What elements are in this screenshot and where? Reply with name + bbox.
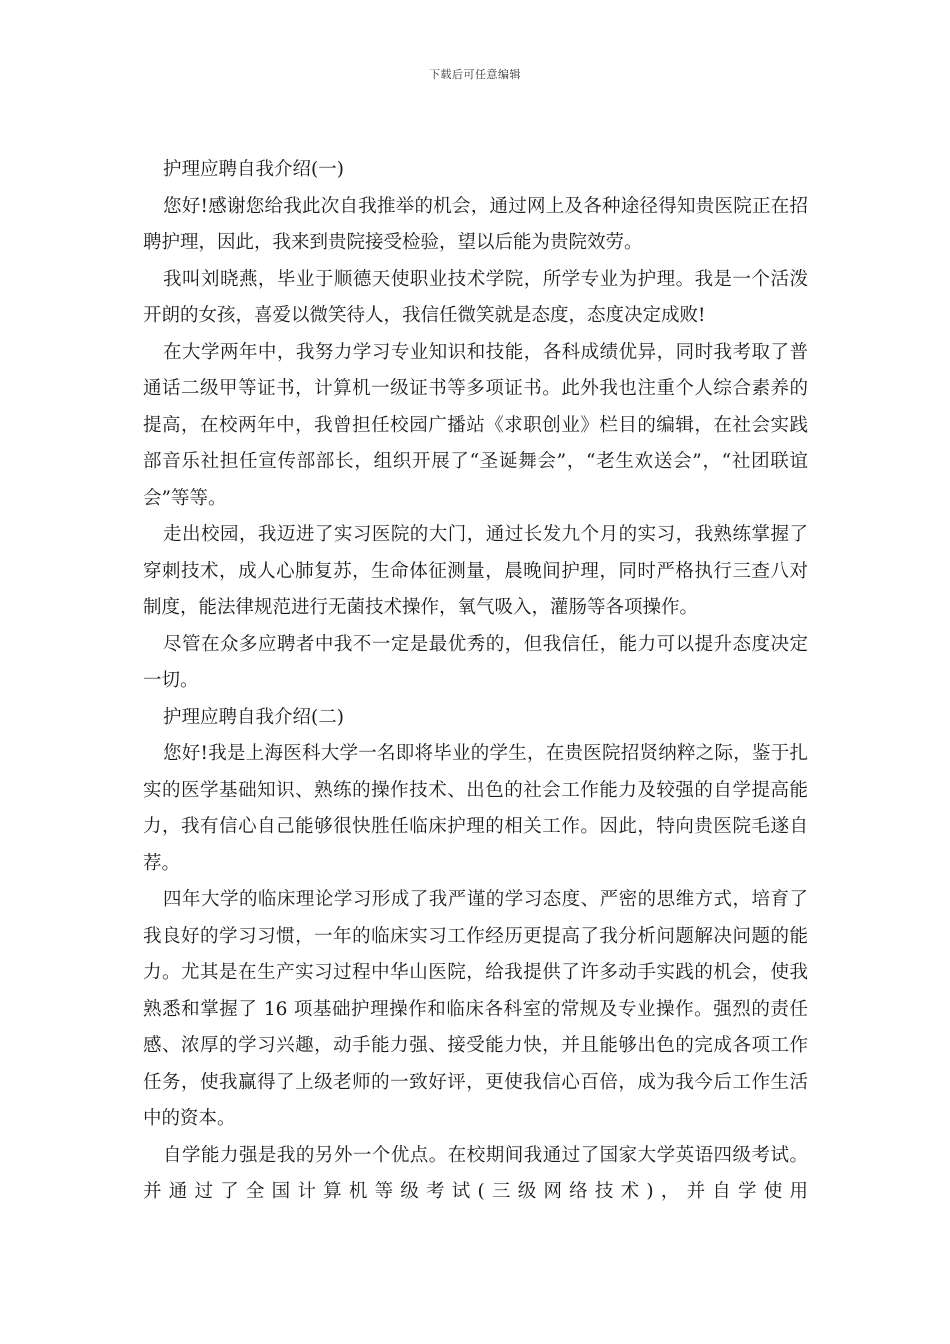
paragraph: 自学能力强是我的另外一个优点。在校期间我通过了国家大学英语四级考试。并通过了全国计算机等级考试(三级网络技术)，并自学使用: [143, 1144, 808, 1202]
paragraph: 您好!我是上海医科大学一名即将毕业的学生，在贵医院招贤纳粹之际，鉴于扎实的医学基础知识、熟练的操作技术、出色的社会工作能力及较强的自学提高能力，我有信心自己能够很快胜任临床护理的相关工作。因此，特向贵医院毛遂自荐。: [143, 743, 808, 874]
section-title-2: 护理应聘自我介绍(二): [163, 706, 344, 728]
paragraph: 走出校园，我迈进了实习医院的大门，通过长发九个月的实习，我熟练掌握了穿刺技术，成人心肺复苏，生命体征测量，晨晚间护理，同时严格执行三查八对制度，能法律规范进行无菌技术操作，氧气吸入，灌肠等各项操作。: [143, 524, 808, 618]
header-note: 下载后可任意编辑: [429, 68, 521, 81]
paragraph: 四年大学的临床理论学习形成了我严谨的学习态度、严密的思维方式，培育了我良好的学习习惯，一年的临床实习工作经历更提高了我分析问题解决问题的能力。尤其是在生产实习过程中华山医院，给我提供了许多动手实践的机会，使我熟悉和掌握了 16 项基础护理操作和临床各科室的常规及专业操作。强烈的责任感、浓厚的学习兴趣，动手能力强、接受能力快，并且能够出色的完成各项工作任务，使我赢得了上级老师的一致好评，更使我信心百倍，成为我今后工作生活中的资本。: [143, 889, 808, 1129]
paragraph: 您好!感谢您给我此次自我推举的机会，通过网上及各种途径得知贵医院正在招聘护理，因此，我来到贵院接受检验，望以后能为贵院效劳。: [143, 195, 808, 253]
paragraph: 尽管在众多应聘者中我不一定是最优秀的，但我信任，能力可以提升态度决定一切。: [143, 633, 808, 691]
paragraph: 在大学两年中，我努力学习专业知识和技能，各科成绩优异，同时我考取了普通话二级甲等证书，计算机一级证书等多项证书。此外我也注重个人综合素养的提高，在校两年中，我曾担任校园广播站《求职创业》栏目的编辑，在社会实践部音乐社担任宣传部部长，组织开展了“圣诞舞会”，“老生欢送会”，“社团联谊会”等等。: [143, 341, 808, 509]
paragraph: 我叫刘晓燕，毕业于顺德天使职业技术学院，所学专业为护理。我是一个活泼开朗的女孩，喜爱以微笑待人，我信任微笑就是态度，态度决定成败!: [143, 268, 808, 326]
document-body: [143, 152, 808, 1211]
section-title-1: 护理应聘自我介绍(一): [163, 159, 344, 180]
